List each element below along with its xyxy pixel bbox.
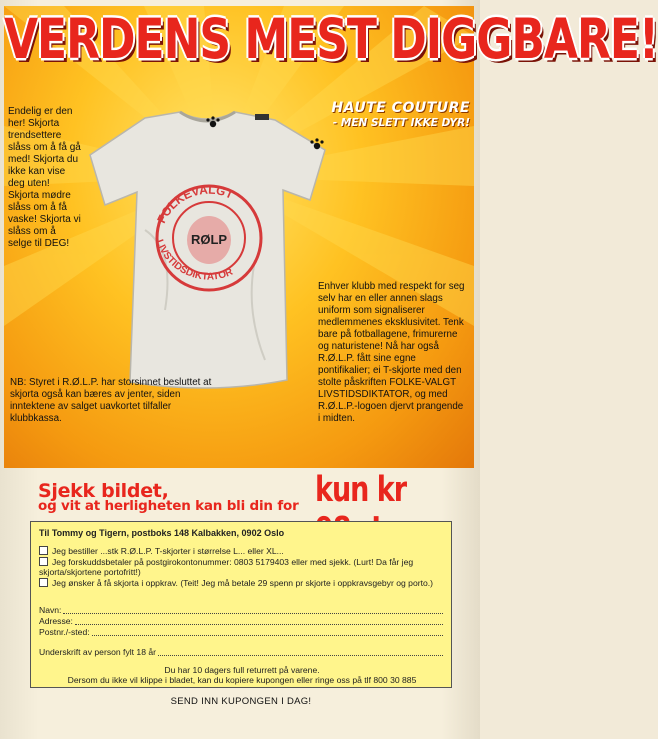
coupon-option[interactable]: Jeg bestiller ...stk R.Ø.L.P. T-skjorter i størrelse L... eller XL...: [39, 546, 444, 556]
alt-order-info: Dersom du ikke vil klippe i bladet, kan du kopiere kupongen eller ringe oss på tlf 800 30 885: [67, 675, 417, 685]
name-field[interactable]: Navn:: [39, 605, 443, 615]
logo-top-text: FOLKEVALGT: [154, 182, 236, 226]
coupon-option[interactable]: Jeg forskuddsbetaler på postgirokontonummer: 0803 5179403 eller med sjekk. (Lurt! Da får jeg skjorta/skjortene portofritt!): [39, 557, 414, 577]
send-in-cta: SEND INN KUPONGEN I DAG!: [170, 696, 312, 707]
tshirt-photo: [85, 110, 330, 395]
checkbox[interactable]: [39, 546, 48, 555]
promo-line-1: Sjekk bildet,: [38, 480, 169, 502]
postcode-field[interactable]: Postnr./-sted:: [39, 627, 443, 637]
nb-note: NB: Styret i R.Ø.L.P. har storsinnet besluttet at skjorta også kan bæres av jenter, siden inntektene av salget uavkortet tilfaller klubbkassa.: [10, 377, 212, 424]
checkbox[interactable]: [39, 578, 48, 587]
logo-center-text: RØLP: [190, 232, 228, 247]
coupon-option[interactable]: Jeg ønsker å få skjorta i oppkrav. (Teit! Jeg må betale 29 spenn pr skjorte i oppkravsgebyr og porto.): [39, 578, 444, 588]
headline: VERDENS MEST DIGGBARE!: [4, 8, 658, 72]
tshirt-label: [255, 114, 269, 120]
address-field[interactable]: Adresse:: [39, 616, 443, 626]
promo-line-2: og vit at herligheten kan bli din for: [38, 498, 299, 514]
tagline-sub: - MEN SLETT IKKE DYR!: [332, 117, 470, 129]
order-coupon: [30, 521, 452, 688]
coupon-address: Til Tommy og Tigern, postboks 148 Kalbakken, 0902 Oslo: [39, 528, 285, 538]
price-callout: kun kr: [315, 470, 407, 511]
checkbox[interactable]: [39, 557, 48, 566]
logo-bottom-text: LIVSTIDSDIKTATOR: [153, 238, 235, 283]
description-text: Enhver klubb med respekt for seg selv har en eller annen slags uniform som signaliserer medlemmenes eksklusivitet. Tenk bare på fotballagene, frimurerne og naturistene! Nå har også R.Ø.L.P. fått sine egne pontifikalier; ei T-skjorte med den stolte påskriften FOLKE-VALGT LIVSTIDSDIKTATOR, og med R.Ø.L.P.-logoen djervt prangende i midten.: [318, 281, 465, 424]
intro-text: Endelig er den her! Skjorta trendsettere slåss om å få gå med! Skjorta du ikke kan vise deg uten! Skjorta mødre slåss om å få vaske! Skjorta vi slåss om å selge til DEG!: [8, 106, 81, 249]
signature-field[interactable]: Underskrift av person fylt 18 år: [39, 647, 443, 657]
return-policy: Du har 10 dagers full returrett på varene.: [164, 665, 320, 675]
tagline-main: HAUTE COUTURE: [331, 100, 470, 116]
